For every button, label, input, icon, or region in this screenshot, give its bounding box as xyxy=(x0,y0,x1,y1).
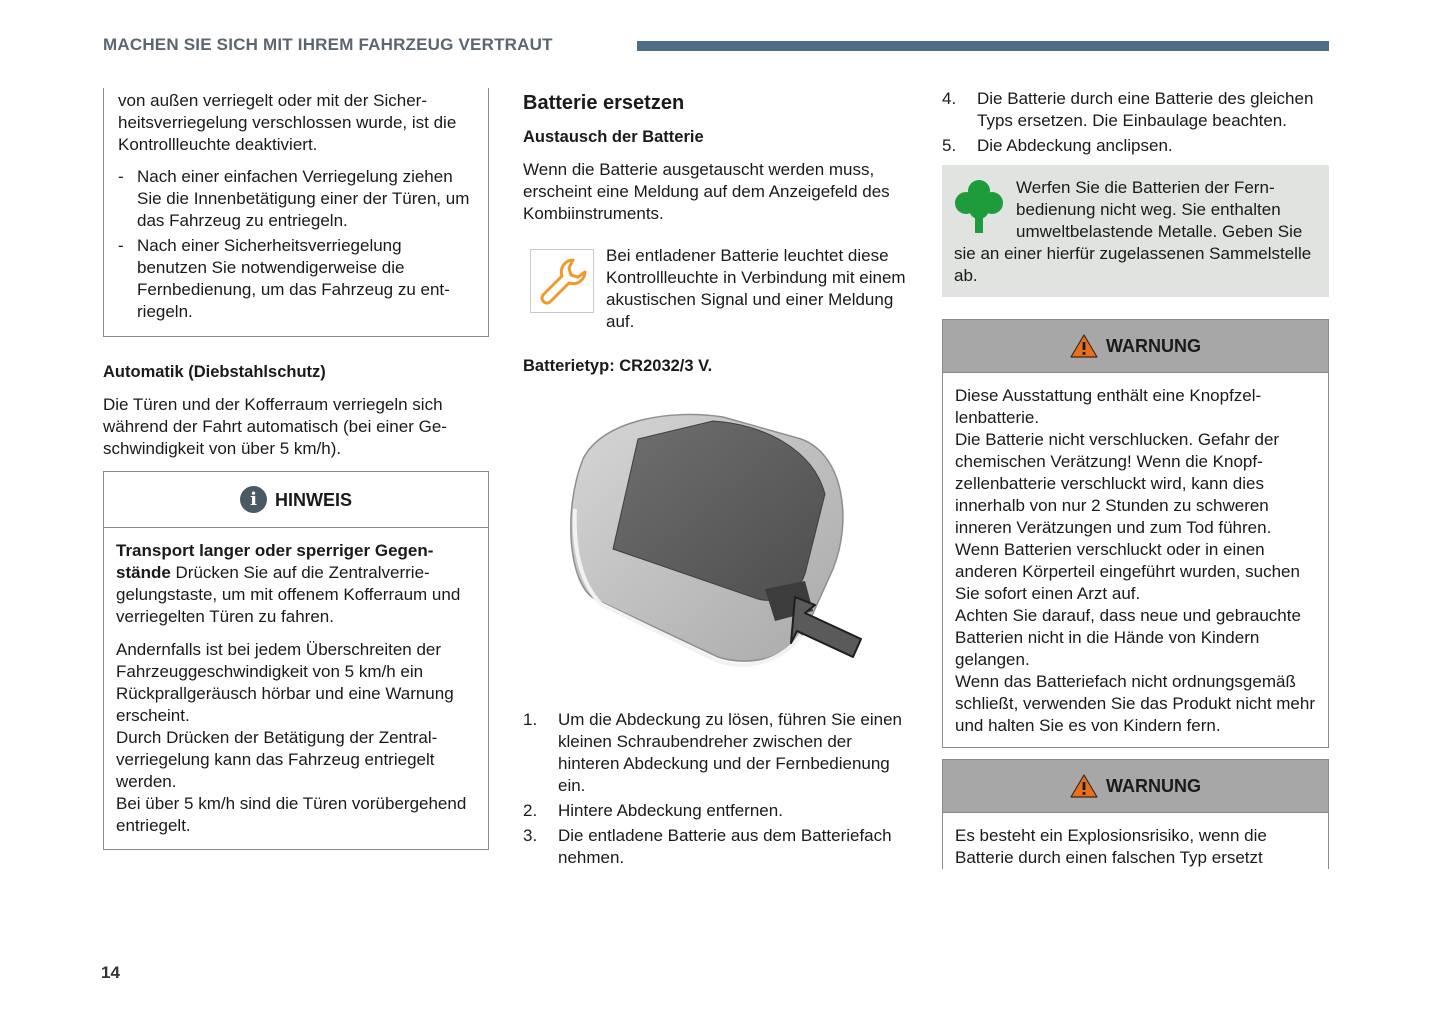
warning-line: Achten Sie darauf, dass neue und gebrauchte Batterien nicht in die Hände von Kindern gelangen. xyxy=(955,606,1301,669)
hinweis-para1: Transport langer oder sperriger Gegenstände Drücken Sie auf die Zentralverriegelungstaste, um mit offenem Kofferraum und verriegelten Türen zu fahren. xyxy=(116,541,461,626)
eco-notice xyxy=(942,165,1329,297)
warning-body xyxy=(943,813,1328,869)
continued-box xyxy=(103,88,489,337)
warning-line: Wenn das Batteriefach nicht ordnungsgemäß schließt, verwenden Sie das Produkt nicht mehr und halten Sie es von Kindern fern. xyxy=(955,672,1316,735)
list-item: 2. Hintere Abdeckung entfernen. xyxy=(523,801,783,820)
column-middle xyxy=(523,88,911,872)
header-bar xyxy=(637,41,1329,51)
battery-type: Batterietyp: CR2032/3 V. xyxy=(523,357,713,375)
automatik-heading: Automatik (Diebstahlschutz) xyxy=(103,363,326,381)
list-item: - Nach einer einfachen Verriegelung ziehen Sie die Innenbetätigung einer der Türen, um das Fahrzeug zu entriegeln. xyxy=(118,167,470,230)
column-left xyxy=(103,88,489,850)
info-icon: i xyxy=(240,486,267,513)
warning-lamp-text: Bei entladener Batterie leuchtet diese Kontrollleuchte in Verbindung mit einem akustischen Signal und einer Meldung auf. xyxy=(606,246,906,331)
warning-line: Wenn Batterien verschluckt oder in einen anderen Körperteil eingeführt wurden, suchen Sie sofort einen Arzt auf. xyxy=(955,540,1300,603)
warning-text: Es besteht ein Explosionsrisiko, wenn die Batterie durch einen falschen Typ ersetzt xyxy=(955,826,1267,867)
warning-box-2 xyxy=(942,759,1329,869)
unlock-bullet-list xyxy=(118,166,474,323)
warning-triangle-icon xyxy=(1070,334,1098,358)
hinweis-line: Durch Drücken der Betätigung der Zentralverriegelung kann das Fahrzeug entriegelt werden. xyxy=(116,728,438,791)
battery-steps-list xyxy=(523,709,911,869)
page-number: 14 xyxy=(101,963,120,982)
warning-label: WARNUNG xyxy=(1106,776,1201,796)
list-item: 1. Um die Abdeckung zu lösen, führen Sie einen kleinen Schraubendreher zwischen der hinteren Abdeckung und der Fernbedienung ein. xyxy=(523,710,903,795)
eco-text: Werfen Sie die Batterien der Fernbedienung nicht weg. Sie enthalten umweltbelastende Metalle. Geben Sie sie an einer hierfür zugelassenen Sammelstelle ab. xyxy=(954,178,1312,285)
hinweis-bold-lead: Transport langer oder sperriger Gegenstände xyxy=(116,541,434,582)
hinweis-label: HINWEIS xyxy=(274,489,352,510)
warning-label: WARNUNG xyxy=(1106,336,1201,356)
battery-intro: Wenn die Batterie ausgetauscht werden muss, erscheint eine Meldung auf dem Anzeigefeld des Kombiinstruments. xyxy=(523,160,890,223)
wrench-icon xyxy=(530,249,594,313)
warning-header xyxy=(943,320,1328,373)
warning-lamp-block xyxy=(523,245,911,333)
automatik-text: Die Türen und der Kofferraum verriegeln sich während der Fahrt automatisch (bei einer Geschwindigkeit von über 5 km/h). xyxy=(103,395,447,458)
section-title: Batterie ersetzen xyxy=(523,92,685,114)
list-item: 3. Die entladene Batterie aus dem Batteriefach nehmen. xyxy=(523,826,892,867)
warning-box-1 xyxy=(942,319,1329,748)
warning-header xyxy=(943,760,1328,813)
continued-text: von außen verriegelt oder mit der Sicherheitsverriegelung verschlossen wurde, ist die Kontrollleuchte deaktiviert. xyxy=(118,91,457,154)
hinweis-box xyxy=(103,471,489,850)
hinweis-line: Bei über 5 km/h sind die Türen vorübergehend entriegelt. xyxy=(116,794,467,835)
page-header-title: MACHEN SIE SICH MIT IHREM FAHRZEUG VERTRAUT xyxy=(103,35,553,54)
hinweis-header xyxy=(104,472,488,528)
warning-line: Diese Ausstattung enthält eine Knopfzellenbatterie. xyxy=(955,386,1262,427)
column-right xyxy=(942,88,1329,869)
warning-line: Die Batterie nicht verschlucken. Gefahr der chemischen Verätzung! Wenn die Knopfzellenbatterie verschluckt wird, kann dies innerhalb von nur 2 Stunden zu schweren inneren Verätzungen und zum Tod führen. xyxy=(955,430,1280,537)
battery-steps-list-continued xyxy=(942,88,1329,157)
sub-heading: Austausch der Batterie xyxy=(523,128,704,146)
list-item: - Nach einer Sicherheitsverriegelung benutzen Sie notwendigerweise die Fernbedienung, um das Fahrzeug zu entriegeln. xyxy=(118,236,450,321)
tree-icon xyxy=(954,177,1004,241)
hinweis-line: Andernfalls ist bei jedem Überschreiten der Fahrzeuggeschwindigkeit von 5 km/h ein Rückprallgeräusch hörbar und eine Warnung erscheint. xyxy=(116,640,454,725)
warning-triangle-icon xyxy=(1070,774,1098,798)
list-item: 5. Die Abdeckung anclipsen. xyxy=(942,136,1173,155)
warning-body xyxy=(943,373,1328,747)
hinweis-body xyxy=(104,528,488,849)
key-fob-illustration xyxy=(543,399,895,691)
list-item: 4. Die Batterie durch eine Batterie des gleichen Typs ersetzen. Die Einbaulage beachten. xyxy=(942,89,1314,130)
